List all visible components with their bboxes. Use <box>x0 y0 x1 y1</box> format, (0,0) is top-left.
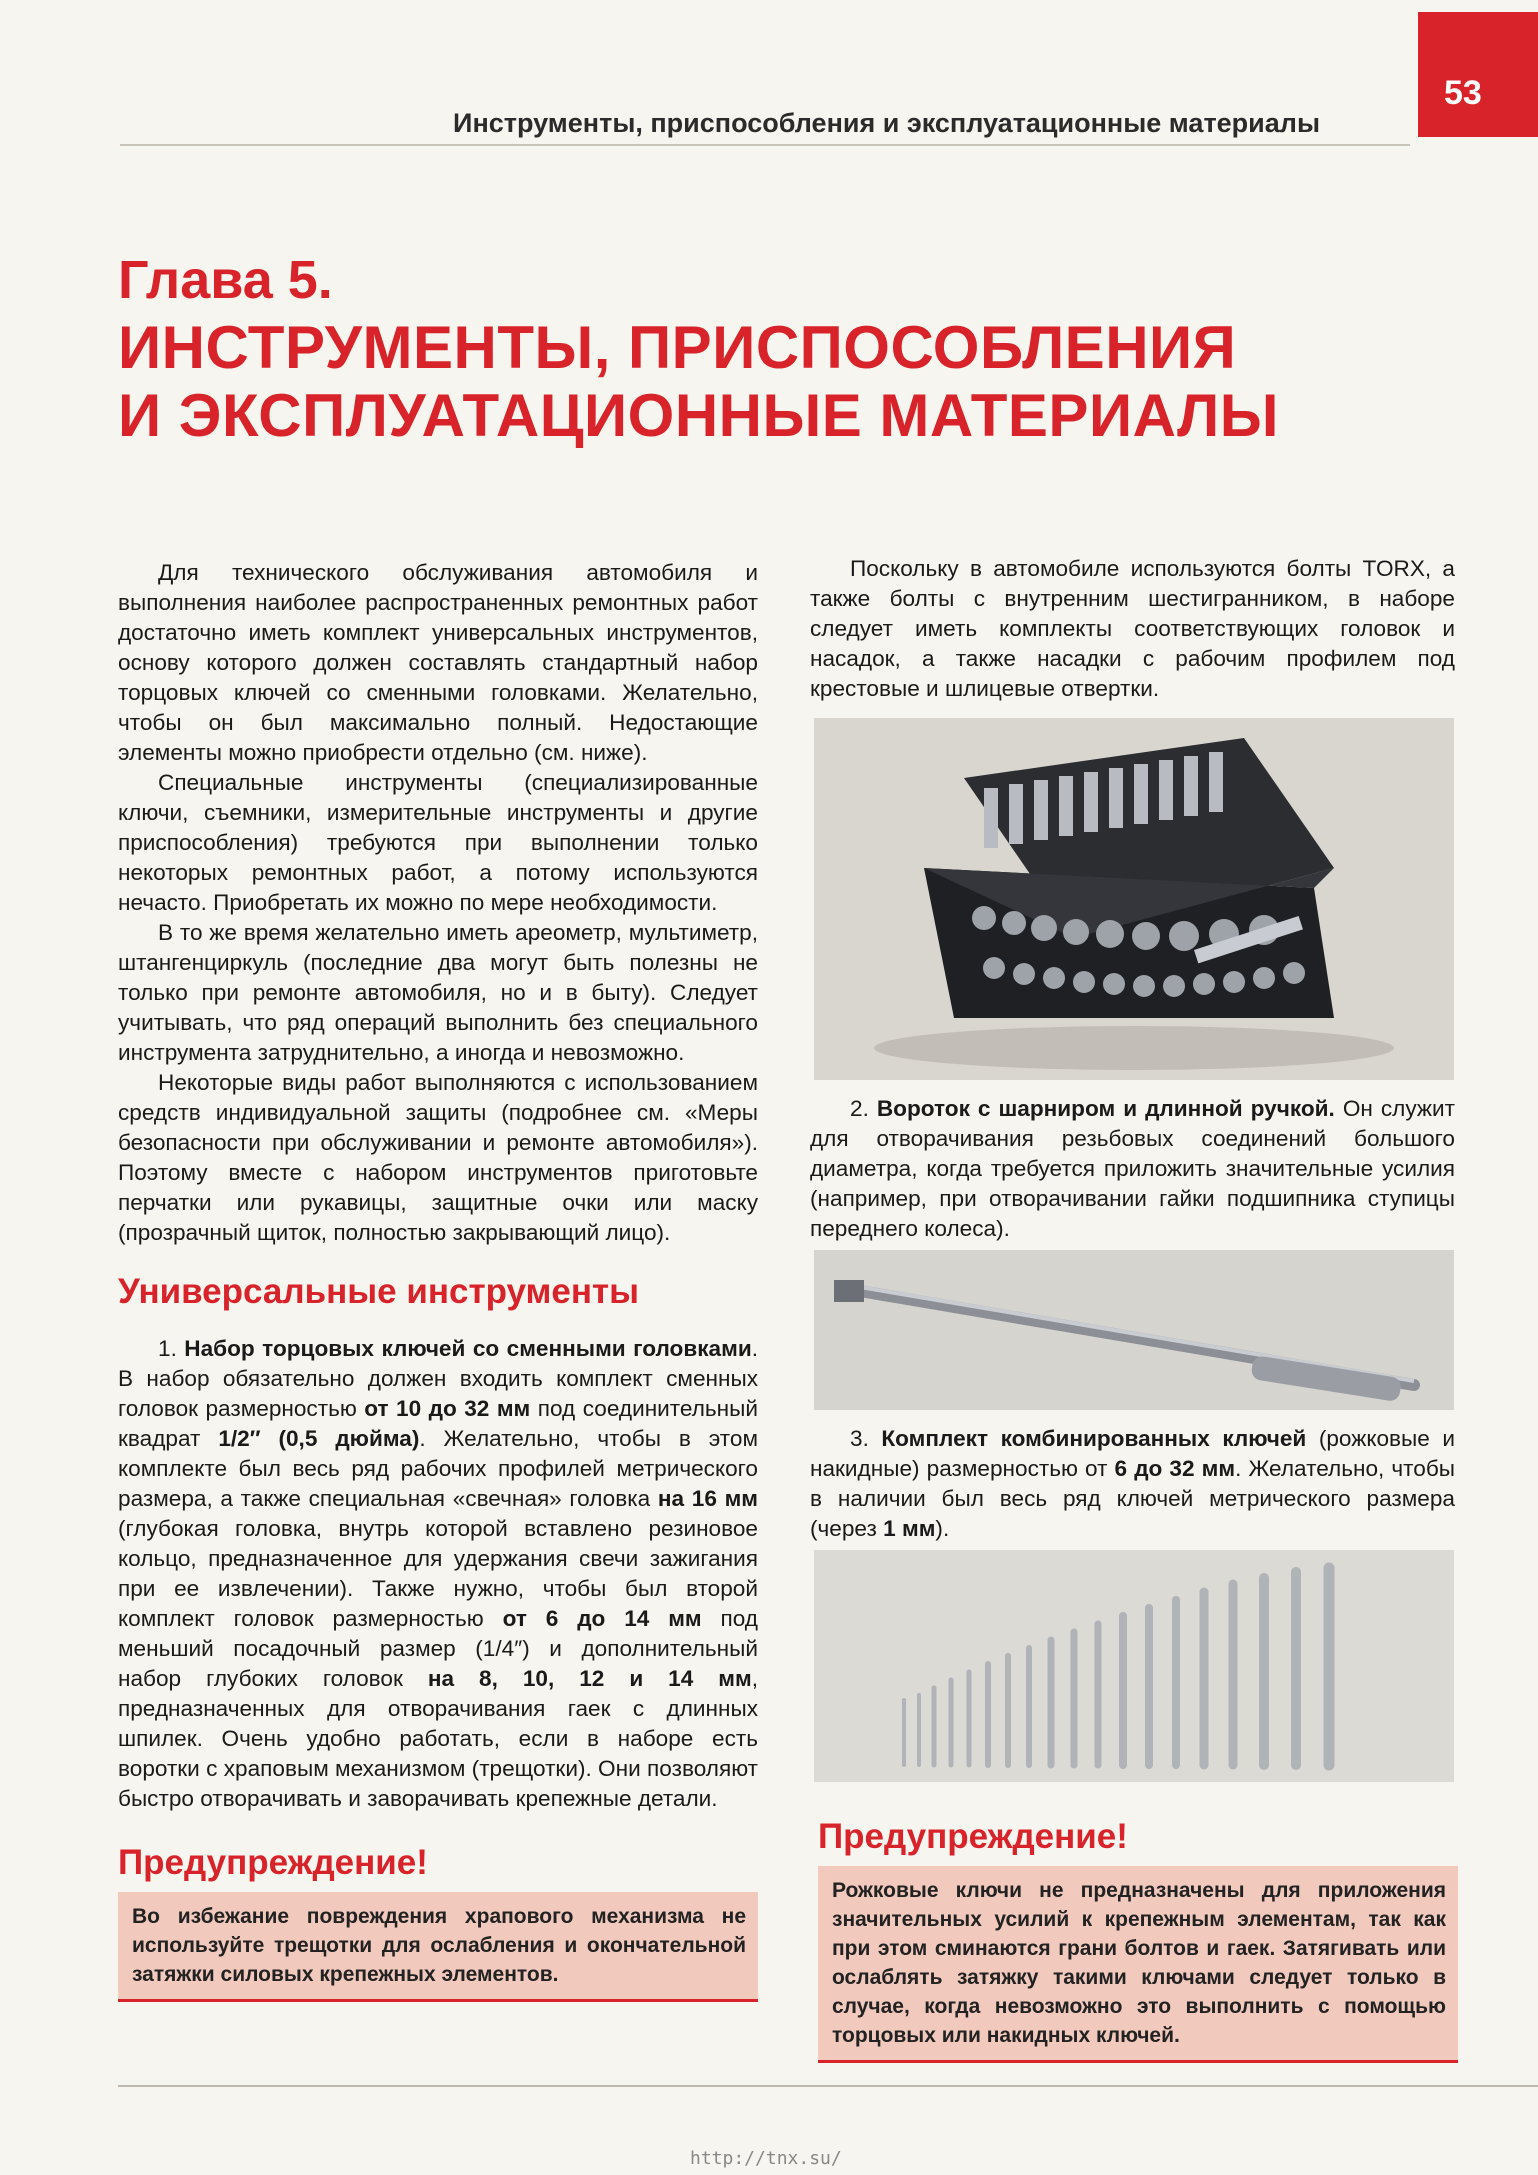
left-column <box>118 558 758 2002</box>
item-2-block <box>810 1094 1455 1244</box>
item-3-block <box>810 1424 1455 1544</box>
item-title: Вороток с шарниром и длинной ручкой. <box>876 1096 1335 1121</box>
item-number: 2. <box>850 1096 869 1121</box>
socket-set-photo <box>814 718 1454 1080</box>
warning-title: Предупреждение! <box>818 1817 1128 1856</box>
item-1: 1. Набор торцовых ключей со сменными головками. В набор обязательно должен входить комплект сменных головок размерностью от 10 до 32 мм под соединительный квадрат 1/2″ (0,5 дюйма). Желательно, чтобы в этом комплекте был весь ряд рабочих профилей метрического размера, а также специальная «свечная» головка на 16 мм (глубокая головка, внутрь которой вставлено резиновое кольцо, предназначенное для удержания свечи зажигания при ее извлечении). Также нужно, чтобы был второй комплект головок размерностью от 6 до 14 мм под меньший посадочный размер (1/4″) и дополнительный набор глубоких головок на 8, 10, 12 и 14 мм, предназначенных для отворачивания гаек с длинных шпилек. Очень удобно работать, если в наборе есть воротки с храповым механизмом (трещотки). Они позволяют быстро отворачивать и заворачивать крепежные детали. <box>118 1336 759 1811</box>
paragraph: Для технического обслуживания автомобиля и выполнения наиболее распространенных ремонтных работ достаточно иметь комплект универсальных инструментов, основу которого должен составлять стандартный набор торцовых ключей со сменными головками. Желательно, чтобы он был максимально полный. Недостающие элементы можно приобрести отдельно (см. ниже). <box>118 560 758 765</box>
running-head: Инструменты, приспособления и эксплуатационные материалы <box>453 108 1320 138</box>
paragraph: Поскольку в автомобиле используются болты TORX, а также болты с внутренним шестигранником, в наборе следует иметь комплекты соответствующих головок и насадок, а также насадки с рабочим профилем под крестовые и шлицевые отвертки. <box>810 556 1455 701</box>
item-3: 3. Комплект комбинированных ключей (рожковые и накидные) размерностью от 6 до 32 мм. Желательно, чтобы в наличии был весь ряд ключей метрического размера (через 1 мм). <box>810 1426 1456 1541</box>
right-warning <box>818 1816 1458 2063</box>
item-number: 3. <box>850 1426 869 1451</box>
page-number: 53 <box>1444 74 1482 112</box>
warning-box: Рожковые ключи не предназначены для приложения значительных усилий к крепежным элементам, так как при этом сминаются грани болтов и гаек. Затягивать или ослаблять затяжку такими ключами следует только в случае, когда невозможно это выполнить с помощью торцовых или накидных ключей. <box>818 1866 1458 2063</box>
wrench-set-photo <box>814 1550 1454 1782</box>
header-divider <box>120 144 1410 146</box>
paragraph: Некоторые виды работ выполняются с использованием средств индивидуальной защиты (подробнее см. «Меры безопасности при обслуживании и ремонте автомобиля»). Поэтому вместе с набором инструментов приготовьте перчатки или рукавицы, защитные очки или маску (прозрачный щиток, полностью закрывающий лицо). <box>118 1070 758 1245</box>
item-2: 2. Вороток с шарниром и длинной ручкой. Он служит для отворачивания резьбовых соединений большого диаметра, когда требуется приложить значительные усилия (например, при отворачивании гайки подшипника ступицы переднего колеса). <box>810 1096 1455 1241</box>
chapter-number: Глава 5. <box>118 250 333 310</box>
warning-box: Во избежание повреждения храпового механизма не используйте трещотки для ослабления и окончательной затяжки силовых крепежных элементов. <box>118 1892 758 2002</box>
section-title: Универсальные инструменты <box>118 1272 640 1311</box>
chapter-title-line1: ИНСТРУМЕНТЫ, ПРИСПОСОБЛЕНИЯ <box>118 314 1237 382</box>
chapter-heading <box>118 250 1418 449</box>
item-number: 1. <box>158 1336 177 1361</box>
footer-divider <box>118 2085 1538 2087</box>
page-number-tab <box>1418 12 1538 137</box>
chapter-title-line2: И ЭКСПЛУАТАЦИОННЫЕ МАТЕРИАЛЫ <box>118 381 1279 449</box>
paragraph: Специальные инструменты (специализированные ключи, съемники, измерительные инструменты и другие приспособления) требуются при выполнении только некоторых ремонтных работ, а потому используются нечасто. Приобретать их можно по мере необходимости. <box>118 770 758 915</box>
item-title: Набор торцовых ключей со сменными головками <box>184 1336 752 1361</box>
right-column <box>810 554 1455 704</box>
footer-url: http://tnx.su/ <box>690 2148 842 2169</box>
breaker-bar-photo <box>814 1250 1454 1410</box>
paragraph: В то же время желательно иметь ареометр, мультиметр, штангенциркуль (последние два могут быть полезны не только при ремонте автомобиля, но и в быту). Следует учитывать, что ряд операций выполнить без специального инструмента затруднительно, а иногда и невозможно. <box>118 920 758 1065</box>
warning-title: Предупреждение! <box>118 1843 428 1882</box>
item-title: Комплект комбинированных ключей <box>881 1426 1307 1451</box>
